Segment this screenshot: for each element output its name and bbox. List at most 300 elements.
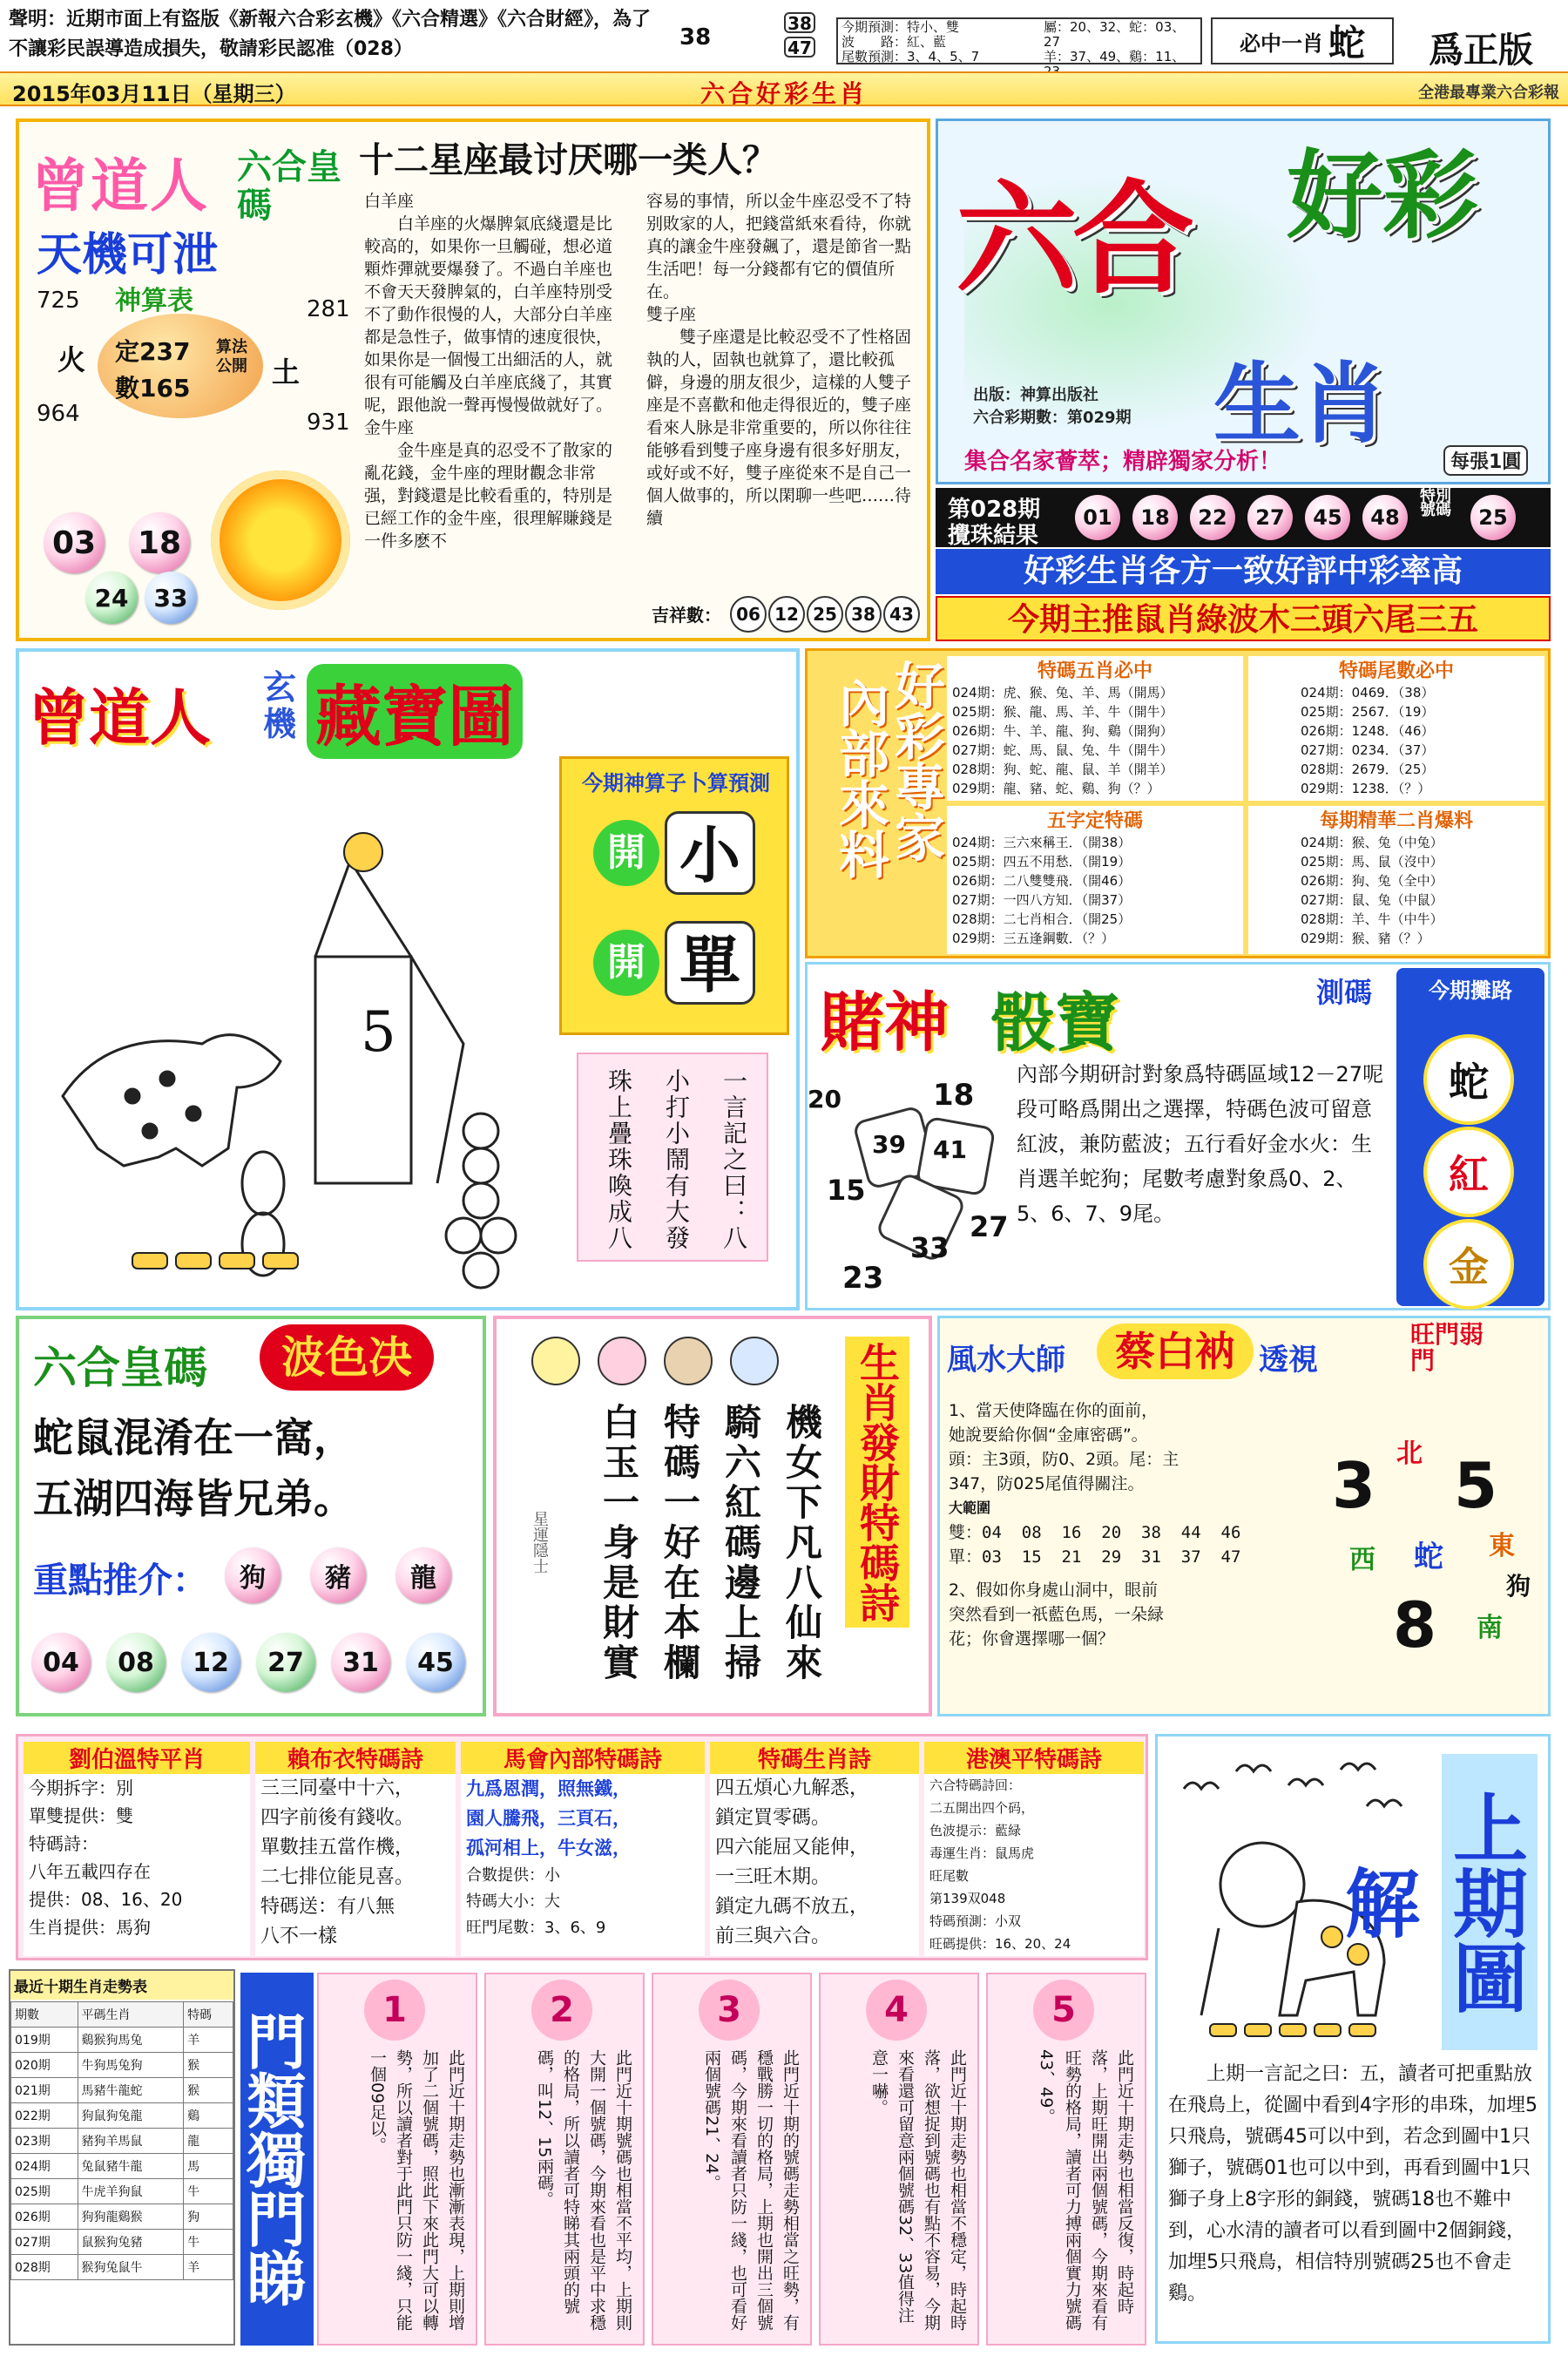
ma-line: 合數提供：小 [466, 1866, 560, 1885]
dice-number: 33 [910, 1231, 950, 1264]
inside-box-3 [947, 806, 1243, 954]
trend-special: 鷄 [184, 2103, 233, 2129]
lai-box [255, 1742, 456, 1956]
door-panel [819, 1973, 979, 2346]
trend-special: 牛 [184, 2230, 233, 2255]
dice-analysis: 內部今期研討對象爲特碼區域12－27呢段可略爲開出之選擇，特碼色波可留意紅波，兼防藍波；五行看好金水火：生肖選羊蛇狗；尾數考慮對象爲0、2、5、6、7、9尾。 [1017, 1062, 1384, 1226]
rec-number: 04 [31, 1633, 91, 1692]
box-row: 029期：1238．（？） [1301, 781, 1431, 796]
poem-column: 機女下凡八仙來 [781, 1403, 823, 1683]
fengshui-title-2: 透視 [1259, 1343, 1318, 1378]
table-row [11, 2255, 233, 2280]
trend-zodiacs: 兔鼠豬牛龍 [78, 2154, 184, 2179]
treasure-poem [577, 1053, 768, 1262]
trend-special: 羊 [184, 2028, 233, 2053]
fengshui-line: 她說要給你個“金庫密碼”。 [949, 1425, 1148, 1445]
box-title: 特碼尾數必中 [1338, 660, 1454, 682]
door-panel-text: 此門近十期走勢也相當反復，時起時落，上期旺開出兩個號碼，今期來看有旺勢的格局，讀者可力搏兩個實力號碼43、49。 [1037, 2049, 1134, 2331]
gangao-box [924, 1742, 1144, 1956]
right-bottom-number: 931 [307, 410, 350, 436]
trend-special: 猴 [184, 2078, 233, 2103]
trend-period: 023期 [11, 2129, 78, 2154]
forecast-row: 尾數預測：3、4、5、7 [841, 49, 980, 64]
box-title: 特碼五肖必中 [1037, 660, 1152, 682]
must-win-zodiac: 蛇 [1328, 22, 1365, 64]
box-row: 025期：四五不用愁．（開19） [952, 854, 1132, 870]
trend-special: 龍 [184, 2129, 233, 2154]
tianji-subtitle: 天機可泄 [37, 229, 219, 281]
calc-oval [98, 314, 263, 418]
table-row [11, 2103, 233, 2129]
lai-line: 八不一樣 [260, 1926, 338, 1947]
poem-line: 珠上疊珠喚成八 [605, 1068, 633, 1251]
inside-side-right: 好彩專家 [886, 660, 945, 862]
route-item: 紅 [1427, 1130, 1511, 1214]
box-row: 024期：虎、猴、兔、羊、馬（開馬） [952, 685, 1173, 701]
trend-special: 狗 [184, 2204, 233, 2230]
route-item: 金 [1427, 1222, 1511, 1306]
trend-period: 028期 [11, 2255, 78, 2280]
period-left: 38 [679, 24, 712, 51]
table-row [11, 2230, 233, 2255]
trend-table [10, 2001, 233, 2280]
lai-line: 特碼送：有八無 [260, 1896, 395, 1918]
dice-tag: 測碼 [1316, 976, 1373, 1009]
lucky-number: 25 [807, 596, 843, 633]
issue-date: 2015年03月11日（星期三） [12, 82, 296, 106]
logo-line3: 生肖 [1213, 353, 1388, 455]
compass-dir: 蛇 [1414, 1540, 1443, 1574]
door-panels [317, 1973, 1153, 2346]
trend-zodiacs: 鷄猴狗馬兔 [78, 2028, 184, 2053]
door-panel-number: 4 [866, 1980, 927, 2041]
poem-line: 小打小鬧有大發 [662, 1068, 691, 1251]
box-row: 026期：二八雙雙飛．（開46） [952, 873, 1132, 889]
fengshui-panel [937, 1316, 1551, 1716]
period-badge-bottom: 47 [784, 37, 815, 58]
dice-title-2: 骰寶 [990, 985, 1119, 1060]
ma-line: 孤河相上，牛女滋， [466, 1838, 631, 1858]
box-row: 024期：三六來稱王．（開38） [952, 835, 1132, 850]
bead-row [1210, 2024, 1375, 2036]
rec-number: 12 [181, 1633, 240, 1692]
poem-line: 一言記之曰：八 [720, 1068, 748, 1251]
door-panel-text: 此門近十期號碼也相當不平均，上期則大開一個號碼，今期來看也是平中求穩的格局，所以讀者可特睇其兩頭的號碼，叫12、15兩碼。 [535, 2049, 632, 2331]
ma-title: 馬會內部特碼詩 [461, 1742, 705, 1774]
open-value-2: 單 [665, 921, 755, 1005]
masthead-title: 六合好彩生肖 [700, 79, 868, 108]
trend-period: 019期 [11, 2028, 78, 2053]
box-row: 025期：2567．（19） [1301, 704, 1435, 720]
dice-panel [805, 962, 1551, 1310]
box-row: 026期：1248．（46） [1301, 723, 1435, 739]
fengshui-line: 大範圍 [949, 1500, 991, 1516]
calc-number: 數165 [115, 374, 191, 403]
dice-number: 18 [933, 1078, 975, 1113]
inside-panel [805, 648, 1551, 958]
door-panel-number: 3 [699, 1980, 760, 2041]
door-panel-text: 此門近十期的號碼走勢相當之旺勢，有穩戰勝一切的格局，上期也開出三個號碼，今期來看讀者只防一綫，也可看好兩個號碼21、24。 [702, 2049, 800, 2331]
dice-number: 15 [827, 1174, 866, 1207]
liu-line: 八年五載四存在 [29, 1861, 151, 1882]
box-row: 026期：牛、羊、龍、狗、鷄（開狗） [952, 723, 1173, 739]
gangao-line: 色波提示：藍緑 [929, 1823, 1022, 1838]
rec-number: 27 [256, 1633, 315, 1692]
last-issue-title: 上期圖解 [1442, 1754, 1538, 2050]
element-fire: 火 [57, 343, 86, 376]
bigsmall-title: 今期神算子卜算預測 [582, 771, 770, 795]
dice-number: 23 [842, 1261, 884, 1296]
fengshui-line: 2、假如你身處山洞中，眼前 [949, 1581, 1159, 1600]
forecast-left [841, 20, 1042, 64]
trend-period: 022期 [11, 2103, 78, 2129]
lai-line: 三三同臺中十六， [260, 1777, 415, 1799]
period-badge [679, 7, 819, 63]
shengxiao-line: 一三旺木期。 [715, 1866, 831, 1888]
inside-box-1 [947, 656, 1243, 801]
box-row: 029期：猴、豬（？） [1301, 931, 1430, 946]
trend-title: 最近十期生肖走勢表 [10, 1971, 233, 2000]
bead-column [446, 1114, 516, 1288]
gangao-line: 毒運生肖：鼠馬虎 [929, 1845, 1035, 1861]
trend-special: 猴 [184, 2053, 233, 2078]
dice-title-1: 賭神 [820, 985, 949, 1060]
liu-line: 單雙提供：雙 [29, 1805, 133, 1826]
box-row: 028期：狗、蛇、龍、鼠、羊（開羊） [952, 762, 1173, 777]
calc-fixed: 定237 [115, 337, 191, 366]
results-bar [936, 488, 1551, 547]
pig-icon [598, 1337, 646, 1385]
article-column-1: 白羊座 白羊座的火爆脾氣底綫還是比較高的，如果你一旦觸碰，想必道顆炸彈就要爆發了。不過白羊座也不會天天發脾氣的，白羊座特別受不了動作很慢的人，大部分白羊座都是急性子，做事情的速度很快，如果你是一個慢工出細活的人，就很有可能觸及白羊座底綫了，其實呢，跟他說一聲再慢慢做就好了。 金牛座 金牛座是真的忍受不了散家的亂花錢，金牛座的理財觀念非常强，對錢還是比較看重的，特別是已經工作的金牛座，很理解賺錢是一件多麽不 [364, 192, 613, 551]
rec-number: 08 [106, 1633, 166, 1692]
must-win-label: 必中一肖 [1239, 30, 1323, 56]
trend-header-special: 特碼 [184, 2002, 233, 2028]
box-row: 027期：鼠、兔（中鼠） [1301, 892, 1443, 908]
door-panel [484, 1973, 645, 2346]
shengxiao-title: 特碼生肖詩 [710, 1742, 919, 1774]
trend-header-zodiac: 平碼生肖 [78, 2002, 184, 2028]
fengshui-line [949, 1569, 1315, 1578]
wave-panel [16, 1316, 486, 1716]
route-box [1396, 968, 1544, 1306]
tianji-ball: 24 [85, 572, 138, 624]
fengshui-line: 1、當天使降臨在你的面前， [949, 1401, 1159, 1420]
door-panel [317, 1973, 477, 2346]
coin-flower-icon [211, 471, 350, 610]
trend-period: 025期 [11, 2179, 78, 2204]
left-top-number: 725 [37, 288, 80, 314]
logo-publisher: 出版：神算出版社 [973, 386, 1098, 404]
trend-header-period: 期數 [11, 2002, 78, 2028]
trend-period: 027期 [11, 2230, 78, 2255]
dice-number: 41 [933, 1135, 967, 1164]
tianji-article-panel [16, 118, 930, 641]
wave-line-2: 五湖四海皆兄弟。 [33, 1475, 354, 1522]
liu-line: 生肖提供：馬狗 [29, 1917, 151, 1938]
calc-table-title: 神算表 [115, 286, 193, 316]
compass-dir: 南 [1477, 1613, 1503, 1643]
tianji-ball: 18 [129, 512, 190, 573]
trend-zodiacs: 牛狗馬兔狗 [78, 2053, 184, 2078]
masthead-tagline: 全港最專業六合彩報 [1418, 84, 1559, 102]
left-bottom-number: 964 [37, 401, 80, 427]
compass-digit: 3 [1332, 1449, 1376, 1522]
forecast-box [836, 17, 1202, 64]
treasure-title: 藏寶圖 [307, 664, 523, 759]
fengshui-line: 雙：04 08 16 20 38 44 46 [949, 1523, 1241, 1542]
logo-line1: 六合 [956, 169, 1190, 311]
treasure-panel [16, 648, 800, 1310]
box-row: 025期：馬、鼠（沒中） [1301, 854, 1443, 870]
forecast-row: 今期預測：特小、雙 [841, 19, 960, 35]
last-issue-panel [1155, 1734, 1551, 2344]
poem-column: 特碼一好在本欄 [659, 1403, 701, 1683]
table-row [11, 2053, 233, 2078]
tiger-figure [63, 1035, 280, 1166]
article-title: 十二星座最讨厌哪一类人？ [359, 139, 777, 180]
box-row: 028期：二七肖相合．（開25） [952, 911, 1132, 927]
treasure-drawing [28, 782, 551, 1296]
ingot-top [344, 833, 382, 871]
box-row: 027期：0234．（37） [1301, 742, 1435, 758]
results-label-bottom: 攪珠結果 [948, 523, 1039, 549]
compass-dir: 北 [1396, 1439, 1423, 1469]
door-panel [986, 1973, 1146, 2346]
trend-zodiacs: 鼠猴狗兔豬 [78, 2230, 184, 2255]
box-row: 028期：羊、牛（中牛） [1301, 911, 1443, 927]
gangao-line: 二五開出四个码， [929, 1800, 1035, 1816]
box-row: 025期：猴、龍、馬、羊、牛（開牛） [952, 704, 1173, 720]
banner-recommend: 今期主推鼠肖綠波木三頭六尾三五 [936, 596, 1551, 641]
poems-strip [16, 1734, 1148, 1960]
trend-period: 021期 [11, 2078, 78, 2103]
trend-zodiacs: 狗鼠狗兔龍 [78, 2103, 184, 2129]
table-row [11, 2204, 233, 2230]
inside-box-4 [1248, 806, 1544, 954]
shengxiao-line: 四五煩心九解悉， [715, 1777, 869, 1799]
lucky-label: 吉祥數： [652, 605, 721, 626]
rec-label: 重點推介： [33, 1561, 207, 1601]
route-item: 蛇 [1427, 1038, 1511, 1121]
tianji-ball: 33 [145, 572, 197, 624]
trend-zodiacs: 豬狗羊馬鼠 [78, 2129, 184, 2154]
ma-box [461, 1742, 705, 1956]
element-earth: 土 [272, 355, 301, 389]
lucky-number: 43 [883, 596, 920, 633]
lucky-number: 38 [845, 596, 882, 633]
rec-zodiac: 狗 [225, 1547, 280, 1603]
results-label-top: 第028期 [948, 497, 1041, 523]
shengxiao-box [710, 1742, 919, 1956]
disclaimer-notice: 聲明：近期市面上有盜版《新報六合彩玄機》《六合精選》《六合財經》，為了不讓彩民誤導造成損失，敬請彩民認准（028） [9, 9, 652, 60]
dice-number: 39 [872, 1130, 906, 1159]
gangao-line: 特碼預測：小双 [929, 1913, 1022, 1929]
liu-box [24, 1742, 250, 1956]
period-badge-top: 38 [784, 12, 815, 33]
rooster-icon [531, 1337, 580, 1385]
box-row: 024期：猴、兔（中兔） [1301, 835, 1443, 850]
must-win-box [1211, 17, 1394, 64]
result-ball: 45 [1305, 495, 1350, 540]
forecast-row: 波 路：紅、藍 [841, 34, 947, 50]
poem-panel [493, 1316, 932, 1716]
fengshui-line: 突然看到一祇藍色馬，一朵緑 [949, 1605, 1165, 1624]
result-ball: 22 [1190, 495, 1235, 540]
box-row: 024期：0469．（38） [1301, 685, 1435, 701]
trend-panel [9, 1969, 235, 2346]
lai-line: 單數挂五當作機， [260, 1837, 415, 1858]
trend-special: 馬 [184, 2154, 233, 2179]
logo-price: 每張1圓 [1443, 445, 1528, 476]
result-ball: 18 [1132, 495, 1178, 540]
calc-method: 算法公開 [216, 338, 247, 376]
trend-zodiacs: 狗狗龍鷄猴 [78, 2204, 184, 2230]
fengshui-title-1: 風水大師 [947, 1343, 1065, 1378]
door-panel-number: 5 [1033, 1980, 1094, 2041]
bird-outlines [1184, 1764, 1402, 1806]
rec-number: 31 [331, 1633, 390, 1692]
trend-header-row [11, 2002, 233, 2028]
gangao-line: 旺碼提供：16、20、24 [929, 1936, 1071, 1952]
box-row: 029期：龍、豬、蛇、鷄、狗（？） [952, 781, 1160, 796]
trend-period: 020期 [11, 2053, 78, 2078]
lucky-numbers-row [652, 592, 930, 631]
rec-zodiac: 豬 [310, 1547, 366, 1603]
trend-period: 024期 [11, 2154, 78, 2179]
lucky-number: 06 [730, 596, 767, 633]
rec-number: 45 [406, 1633, 465, 1692]
banner-reviews: 好彩生肖各方一致好評中彩率高 [936, 549, 1551, 594]
gangao-line: 第139双048 [929, 1891, 1006, 1906]
trend-period: 026期 [11, 2204, 78, 2230]
door-panel-text: 此門近十期走勢也相當不穩定，時起時落，欲想捉到號碼也有點不容易，今期來看還可留意兩個號碼32、33值得注意一嚇。 [869, 2049, 967, 2331]
door-panel-number: 2 [531, 1980, 592, 2041]
trend-zodiacs: 馬豬牛龍蛇 [78, 2078, 184, 2103]
open-value-1: 小 [665, 811, 755, 895]
box-row: 029期：三五逢鋼數．（？） [952, 931, 1115, 946]
table-row [11, 2028, 233, 2053]
tianji-author: 曾道人 [31, 152, 209, 220]
trend-special: 牛 [184, 2179, 233, 2204]
table-row [11, 2154, 233, 2179]
special-label: 特別號碼 [1420, 487, 1451, 519]
wave-badge: 波色决 [260, 1324, 434, 1391]
drawing-number: 5 [361, 1000, 396, 1065]
authentic-label: 爲正版 [1429, 30, 1533, 71]
inside-side-left: 內部來料 [830, 677, 889, 879]
monkey-icon [664, 1337, 713, 1385]
poem-column: 白玉一身是財實 [598, 1403, 640, 1683]
fengshui-name: 蔡白衲 [1097, 1324, 1254, 1379]
poem-column: 騎六紅碼邊上掃 [720, 1403, 762, 1683]
door-panel-number: 1 [364, 1980, 425, 2041]
trend-zodiacs: 牛虎羊狗鼠 [78, 2179, 184, 2204]
poem-title: 生肖發財特碼詩 [845, 1337, 909, 1628]
dice-number: 20 [808, 1085, 841, 1114]
liu-title: 劉伯溫特平肖 [24, 1742, 250, 1774]
fengshui-line: 347，防025尾值得關注。 [949, 1474, 1145, 1493]
compass-digit: 8 [1393, 1588, 1437, 1662]
lucky-number: 12 [768, 596, 805, 633]
door-title: 門類獨門睇 [240, 1973, 314, 2346]
special-ball: 25 [1470, 495, 1516, 540]
table-row [11, 2078, 233, 2103]
bigsmall-box [559, 756, 789, 1035]
ma-line: 旺門尾數：3、6、9 [466, 1919, 606, 1937]
door-panel-text: 此門近十期走勢也漸漸表現，上期則增加了二個號碼，照此下來此門大可以轉勢，所以讀者對于此門只防一綫，只能一個09足以。 [368, 2049, 465, 2331]
shengxiao-line: 鎖定九碼不放五， [715, 1896, 869, 1918]
lai-line: 四字前後有錢收。 [260, 1807, 415, 1829]
ma-line: 特碼大小：大 [466, 1892, 560, 1911]
compass-graphic [1323, 1397, 1541, 1693]
logo-line2: 好彩 [1287, 140, 1478, 252]
lai-line: 二七排位能見喜。 [260, 1866, 415, 1888]
box-title: 五字定特碼 [1046, 810, 1143, 832]
treasure-author: 曾道人 [28, 682, 211, 754]
gangao-title: 港澳平特碼詩 [924, 1742, 1144, 1774]
fengshui-body [949, 1398, 1315, 1651]
ma-line: 園人騰飛，三頁石， [466, 1808, 631, 1829]
shengxiao-line: 鎖定買零碼。 [715, 1807, 831, 1829]
tianji-tag: 六合皇碼 [237, 147, 341, 226]
article-column-2: 容易的事情，所以金牛座忍受不了特别敗家的人，把錢當紙來看待，你就真的讓金牛座發飆了，還是節省一點生活吧！每一分錢都有它的價值所在。 雙子座 雙子座還是比較忍受不了性格固執的人，固執也就算了，還比較孤僻，身邊的朋友很少，這樣的人雙子座是不喜歡和他走得很近的，雙子座看來人脉是非常重要的，所以你往往能够看到雙子座身邊有很多好朋友，或好或不好，雙子座從來不是自己一個人做事的，所以閑聊一些吧……待續 [646, 192, 912, 528]
box-row: 026期：狗、兔（全中） [1301, 873, 1443, 889]
open-label-2: 開 [593, 930, 659, 996]
compass-digit: 5 [1454, 1449, 1498, 1522]
liu-line: 特碼詩： [29, 1833, 98, 1854]
ma-line: 九爲恩潤，照無鐵， [466, 1778, 631, 1799]
tianji-ball: 03 [44, 512, 105, 573]
forecast-right [1044, 20, 1200, 79]
dog-icon [730, 1337, 779, 1385]
date-bar [0, 71, 1568, 106]
ingot-row [132, 1253, 298, 1269]
shengxiao-line: 前三與六合。 [715, 1926, 831, 1947]
result-ball: 27 [1247, 495, 1293, 540]
rec-zodiac: 龍 [395, 1547, 451, 1603]
box-row: 028期：2679．（25） [1301, 762, 1435, 777]
right-top-number: 281 [307, 296, 350, 322]
trend-zodiacs: 猴狗兔鼠牛 [78, 2255, 184, 2280]
liu-line: 今期拆字：別 [29, 1777, 133, 1798]
result-ball: 48 [1362, 495, 1408, 540]
shengxiao-line: 四六能屈又能伸， [715, 1837, 869, 1858]
inside-box-2 [1248, 656, 1544, 801]
box-title: 每期精華二肖爆料 [1319, 810, 1473, 832]
forecast-row: 羊：37、49、鷄：11、 [1044, 49, 1186, 64]
dice-number: 27 [970, 1210, 1009, 1243]
wave-line-1: 蛇鼠混淆在一窩， [33, 1414, 354, 1461]
wave-title: 六合皇碼 [33, 1343, 207, 1393]
open-label-1: 開 [593, 820, 659, 886]
fengshui-tag: 旺門弱門 [1410, 1320, 1484, 1375]
fengshui-line: 單：03 15 21 29 31 37 47 [949, 1547, 1241, 1567]
forecast-row: 屬：20、32、蛇：03、27 [1044, 19, 1186, 50]
gangao-line: 旺尾數 [929, 1868, 970, 1884]
logo-slogan: 集合名家薈萃；精辟獨家分析！ [964, 449, 1282, 475]
poem-author: 星運隱士 [531, 1511, 549, 1574]
trend-special: 羊 [184, 2255, 233, 2280]
compass-dir: 西 [1349, 1545, 1375, 1575]
result-ball: 01 [1075, 495, 1120, 540]
table-row [11, 2129, 233, 2154]
last-issue-text: 上期一言記之曰：五，讀者可把重點放在飛鳥上，從圖中看到4字形的串珠，加埋5只飛鳥，號碼45可以中到，若念到圖中1只獅子，號碼01也可以中到，再看到圖中1只獅子身上8字形的銅錢，號碼18也不難中到，心水清的讀者可以看到圖中2個銅錢，加埋5只飛鳥，相信特別號碼25也不會走鷄。 [1168, 2063, 1538, 2305]
box-row: 027期：蛇、馬、鼠、兔、牛（開牛） [952, 742, 1173, 758]
logo-panel [936, 118, 1551, 484]
door-panel [652, 1973, 812, 2346]
logo-issue: 六合彩期數：第029期 [973, 409, 1132, 427]
treasure-tag: 玄機 [263, 668, 297, 743]
